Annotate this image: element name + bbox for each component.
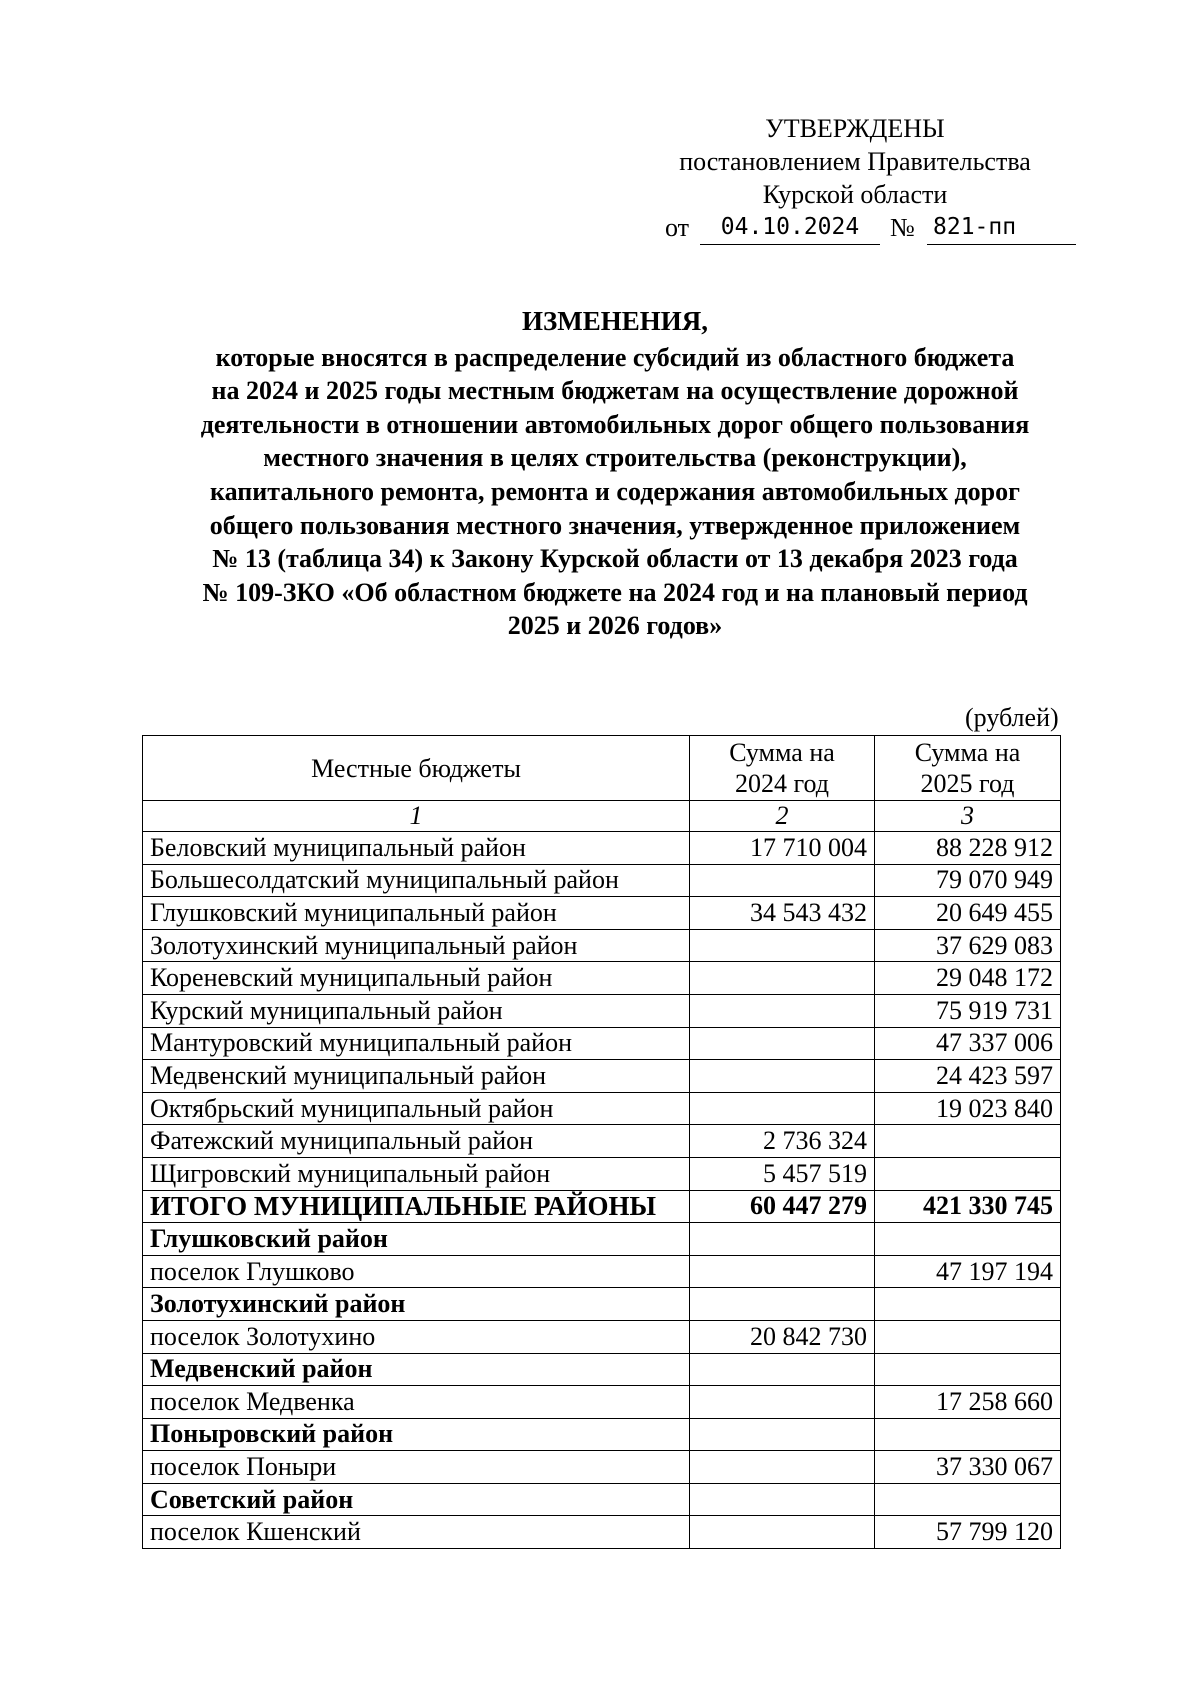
table-row bbox=[143, 1386, 1061, 1419]
sum-2024-cell: 5 457 519 bbox=[690, 1157, 875, 1190]
title-line: 2025 и 2026 годов» bbox=[507, 611, 723, 641]
title-heading: ИЗМЕНЕНИЯ, bbox=[521, 306, 708, 336]
sum-2024-cell bbox=[690, 1483, 875, 1516]
unit-label: (рублей) bbox=[965, 703, 1059, 732]
approval-date-line bbox=[630, 211, 1080, 247]
budget-name-cell: Щигровский муниципальный район bbox=[143, 1157, 690, 1190]
sum-2024-cell: 60 447 279 bbox=[690, 1190, 875, 1223]
header-sum-2025 bbox=[875, 736, 1061, 801]
title-line: которые вносятся в распределение субсидий из областного бюджета bbox=[215, 342, 1015, 372]
sum-2025-cell bbox=[875, 1223, 1061, 1256]
header-local-budgets: Местные бюджеты bbox=[143, 736, 690, 801]
sum-2025-cell: 79 070 949 bbox=[875, 864, 1061, 897]
table-row bbox=[143, 897, 1061, 930]
date-prefix: от bbox=[665, 213, 690, 242]
budget-name-cell: Беловский муниципальный район bbox=[143, 832, 690, 865]
table-row bbox=[143, 1255, 1061, 1288]
budget-name-cell: Глушковский район bbox=[143, 1223, 690, 1256]
sum-2024-cell: 20 842 730 bbox=[690, 1320, 875, 1353]
budget-name-cell: Мантуровский муниципальный район bbox=[143, 1027, 690, 1060]
title-line: № 109-ЗКО «Об областном бюджете на 2024 год и на плановый период bbox=[202, 577, 1028, 607]
sum-2024-cell bbox=[690, 1418, 875, 1451]
budget-name-cell: поселок Золотухино bbox=[143, 1320, 690, 1353]
budget-name-cell: Курский муниципальный район bbox=[143, 994, 690, 1027]
header-sum-2024-line1: Сумма на bbox=[729, 738, 835, 767]
budget-name-cell: Глушковский муниципальный район bbox=[143, 897, 690, 930]
table-row bbox=[143, 1092, 1061, 1125]
table-row bbox=[143, 1125, 1061, 1158]
budget-name-cell: Советский район bbox=[143, 1483, 690, 1516]
sum-2025-cell: 37 330 067 bbox=[875, 1451, 1061, 1484]
sum-2025-cell: 75 919 731 bbox=[875, 994, 1061, 1027]
title-line: общего пользования местного значения, утвержденное приложением bbox=[209, 510, 1021, 540]
sum-2025-cell bbox=[875, 1483, 1061, 1516]
sum-2025-cell: 88 228 912 bbox=[875, 832, 1061, 865]
approval-region: Курской области bbox=[762, 180, 948, 209]
sum-2024-cell bbox=[690, 1451, 875, 1484]
sum-2025-cell bbox=[875, 1157, 1061, 1190]
sum-2025-cell: 24 423 597 bbox=[875, 1060, 1061, 1093]
budget-name-cell: Фатежский муниципальный район bbox=[143, 1125, 690, 1158]
sum-2024-cell: 34 543 432 bbox=[690, 897, 875, 930]
budget-name-cell: поселок Глушково bbox=[143, 1255, 690, 1288]
approval-number: 821-пп bbox=[927, 211, 1076, 245]
table-row bbox=[143, 1353, 1061, 1386]
budget-name-cell: поселок Медвенка bbox=[143, 1386, 690, 1419]
budget-name-cell: поселок Поныри bbox=[143, 1451, 690, 1484]
budget-name-cell: Медвенский муниципальный район bbox=[143, 1060, 690, 1093]
sum-2025-cell: 29 048 172 bbox=[875, 962, 1061, 995]
table-row bbox=[143, 864, 1061, 897]
sum-2024-cell bbox=[690, 1386, 875, 1419]
table-row bbox=[143, 832, 1061, 865]
approval-title: УТВЕРЖДЕНЫ bbox=[765, 114, 945, 143]
title-line: капитального ремонта, ремонта и содержания автомобильных дорог bbox=[210, 476, 1020, 506]
table-row bbox=[143, 1190, 1061, 1223]
table-row bbox=[143, 1418, 1061, 1451]
table-row bbox=[143, 1516, 1061, 1549]
table-row bbox=[143, 962, 1061, 995]
approval-date: 04.10.2024 bbox=[700, 211, 880, 245]
header-sum-2025-line1: Сумма на bbox=[914, 738, 1021, 767]
table-row bbox=[143, 1483, 1061, 1516]
sum-2024-cell bbox=[690, 1353, 875, 1386]
header-sum-2024-line2: 2024 год bbox=[735, 769, 829, 798]
table-row bbox=[143, 929, 1061, 962]
table-row bbox=[143, 994, 1061, 1027]
budget-name-cell: Поныровский район bbox=[143, 1418, 690, 1451]
sum-2025-cell: 19 023 840 bbox=[875, 1092, 1061, 1125]
title-line: деятельности в отношении автомобильных дорог общего пользования bbox=[200, 409, 1030, 439]
sum-2025-cell: 57 799 120 bbox=[875, 1516, 1061, 1549]
table-row bbox=[143, 1451, 1061, 1484]
budget-name-cell: Медвенский район bbox=[143, 1353, 690, 1386]
document-title bbox=[140, 305, 1090, 643]
sum-2024-cell: 17 710 004 bbox=[690, 832, 875, 865]
budget-table bbox=[142, 735, 1061, 1549]
sum-2025-cell bbox=[875, 1125, 1061, 1158]
header-sum-2024 bbox=[690, 736, 875, 801]
title-body bbox=[140, 341, 1090, 643]
table-row bbox=[143, 1060, 1061, 1093]
sum-2024-cell bbox=[690, 864, 875, 897]
sum-2024-cell bbox=[690, 1092, 875, 1125]
sum-2025-cell: 20 649 455 bbox=[875, 897, 1061, 930]
sum-2024-cell bbox=[690, 1255, 875, 1288]
number-label: № bbox=[890, 213, 915, 242]
sum-2025-cell: 421 330 745 bbox=[875, 1190, 1061, 1223]
sum-2024-cell bbox=[690, 962, 875, 995]
sum-2025-cell: 47 337 006 bbox=[875, 1027, 1061, 1060]
sum-2024-cell bbox=[690, 1223, 875, 1256]
approval-block bbox=[630, 112, 1080, 247]
sum-2024-cell bbox=[690, 1027, 875, 1060]
budget-name-cell: Золотухинский муниципальный район bbox=[143, 929, 690, 962]
sum-2024-cell bbox=[690, 1060, 875, 1093]
table-row bbox=[143, 1288, 1061, 1321]
column-index-1: 1 bbox=[143, 801, 690, 832]
sum-2024-cell bbox=[690, 1516, 875, 1549]
sum-2025-cell bbox=[875, 1418, 1061, 1451]
column-index-3: 3 bbox=[875, 801, 1061, 832]
table-row bbox=[143, 1320, 1061, 1353]
budget-name-cell: Большесолдатский муниципальный район bbox=[143, 864, 690, 897]
sum-2025-cell bbox=[875, 1288, 1061, 1321]
approval-resolution: постановлением Правительства bbox=[679, 147, 1031, 176]
sum-2025-cell: 37 629 083 bbox=[875, 929, 1061, 962]
sum-2025-cell: 47 197 194 bbox=[875, 1255, 1061, 1288]
sum-2024-cell bbox=[690, 994, 875, 1027]
sum-2024-cell: 2 736 324 bbox=[690, 1125, 875, 1158]
sum-2025-cell bbox=[875, 1320, 1061, 1353]
budget-name-cell: ИТОГО МУНИЦИПАЛЬНЫЕ РАЙОНЫ bbox=[143, 1190, 690, 1223]
sum-2025-cell bbox=[875, 1353, 1061, 1386]
budget-name-cell: Кореневский муниципальный район bbox=[143, 962, 690, 995]
table-row bbox=[143, 1157, 1061, 1190]
budget-name-cell: поселок Кшенский bbox=[143, 1516, 690, 1549]
sum-2024-cell bbox=[690, 929, 875, 962]
title-line: местного значения в целях строительства (реконструкции), bbox=[263, 443, 967, 473]
table-row bbox=[143, 1027, 1061, 1060]
budget-name-cell: Октябрьский муниципальный район bbox=[143, 1092, 690, 1125]
table-header-row bbox=[143, 736, 1061, 801]
header-sum-2025-line2: 2025 год bbox=[920, 769, 1015, 798]
table-index-row bbox=[143, 801, 1061, 832]
sum-2024-cell bbox=[690, 1288, 875, 1321]
budget-name-cell: Золотухинский район bbox=[143, 1288, 690, 1321]
column-index-2: 2 bbox=[690, 801, 875, 832]
title-line: на 2024 и 2025 годы местным бюджетам на осуществление дорожной bbox=[211, 376, 1019, 406]
title-line: № 13 (таблица 34) к Закону Курской области от 13 декабря 2023 года bbox=[212, 544, 1018, 574]
sum-2025-cell: 17 258 660 bbox=[875, 1386, 1061, 1419]
table-row bbox=[143, 1223, 1061, 1256]
